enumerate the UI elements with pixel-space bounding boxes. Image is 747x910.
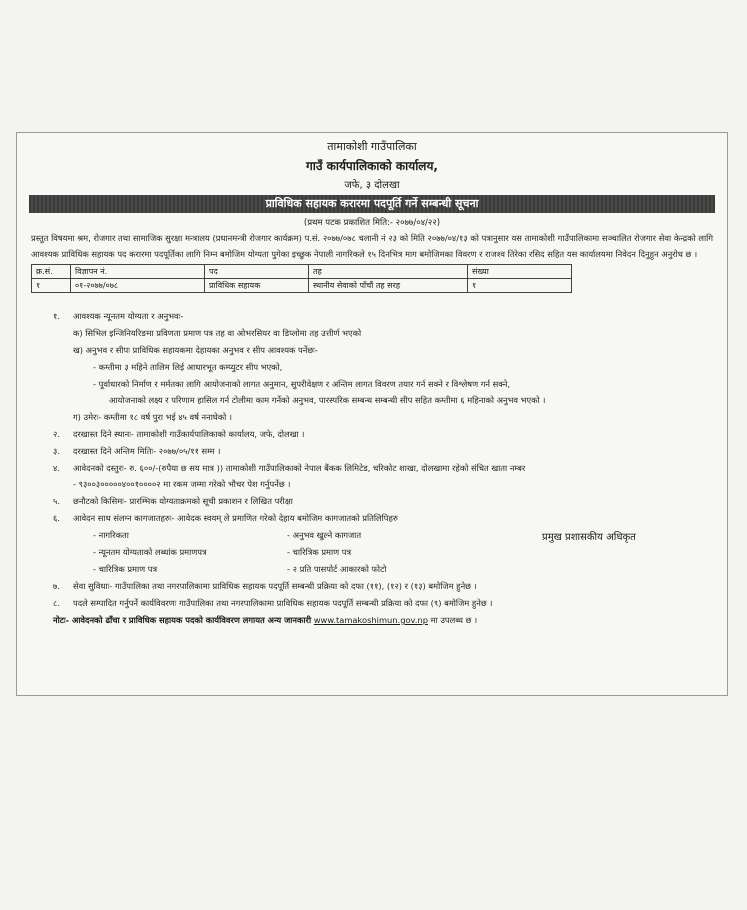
cell-post: प्राविधिक सहायक (205, 279, 309, 293)
item-number-5: ५. (53, 496, 60, 506)
qualification-b2: - पूर्वाधारको निर्माण र मर्मतका लागि आयोजनाको लागत अनुमान, सुपरीवेक्षण र अन्तिम लागत विवरण तयार गर्न सक्ने र विश्लेषण गर्न सक्ने, (93, 379, 511, 389)
item-number-8: ८. (53, 598, 60, 608)
item-number-7: ७. (53, 581, 60, 591)
application-place: दरखास्त दिने स्थानः- तामाकोशी गाउँकार्यपालिकाको कार्यालय, जफे, दोलखा । (73, 429, 305, 439)
qualification-title: आवश्यक न्यूनतम योग्यता र अनुभवः- (73, 311, 184, 321)
note-end: मा उपलब्ध छ । (430, 615, 478, 625)
documents-title: आवेदन साथ संलग्न कागजातहरुः- आवेदक स्वयम् ले प्रमाणित गरेको देहाय बमोजिम कागजातको प्रतिलिपिहरु (73, 513, 398, 523)
qualification-a: क) सिभिल इन्जिनियरिङमा प्रविणता प्रमाण पत्र तह वा ओभरसियर वा डिप्लोमा तह उत्तीर्ण भएको (73, 328, 362, 338)
footer-note (53, 615, 477, 626)
cell-count: १ (468, 279, 572, 293)
notice-sheet (16, 132, 728, 696)
selection-method: छनौटको किसिमः- प्रारम्भिक योग्यताक्रमको सूची प्रकाशन र लिखित परीक्षा (73, 496, 293, 506)
qualification-b: ख) अनुभव र सीपः प्राविधिक सहायकमा देहायका अनुभव र सीप आवश्यक पर्नेछः- (73, 345, 318, 355)
publish-date: (प्रथम पटक प्रकाशित मिति:- २०७७/०४/२२) (303, 218, 441, 228)
signatory-title: प्रमुख प्रशासकीय अधिकृत (542, 532, 636, 543)
website-link[interactable]: www.tamakoshimun.gov.np (313, 615, 428, 625)
service-facility: सेवा सुविधाः- गाउँपालिका तथा नगरपालिकामा प्राविधिक सहायक पदपूर्ति सम्बन्धी प्रक्रिया को दफा (११), (१२) र (१३) बमोजिम हुनेछ । (73, 581, 477, 591)
qualification-c: ग) उमेरः- कम्तीमा १८ वर्ष पुरा भई ४५ वर्ष ननाघेको । (73, 412, 233, 422)
item-number-4: ४. (53, 463, 60, 473)
note-text: नोटः- आवेदनको ढाँचा र प्राविधिक सहायक पदको कार्यविवरण लगायत अन्य जानकारी (53, 615, 312, 625)
document-character-cert: - चारित्रिक प्रमाण पत्र (287, 547, 352, 557)
table-row (32, 279, 572, 293)
notice-header (17, 139, 727, 191)
office-name: गाउँ कार्यपालिकाको कार्यालय, (306, 159, 438, 173)
cell-ad-number: ०१-२०७७/०७८ (71, 279, 205, 293)
municipality-name: तामाकोशी गाउँपालिका (327, 140, 417, 153)
vacancy-table (31, 264, 572, 293)
document-experience: - अनुभव खुल्ने कागजात (287, 530, 362, 540)
notice-title-banner: प्राविधिक सहायक करारमा पदपूर्ति गर्ने सम्बन्धी सूचना (29, 195, 715, 213)
document-photos: - २ प्रति पासपोर्ट आकारको फोटो (287, 564, 387, 574)
item-number-3: ३. (53, 446, 60, 456)
cell-serial: १ (32, 279, 71, 293)
col-ad-number: विज्ञापन नं. (71, 265, 205, 279)
col-serial: क्र.सं. (32, 265, 71, 279)
col-count: संख्या (468, 265, 572, 279)
item-number-2: २. (53, 429, 60, 439)
application-deadline: दरखास्त दिने अन्तिम मितिः- २०७७/०५/११ सम्म । (73, 446, 221, 456)
office-address: जफे, ३ दोलखा (344, 180, 400, 191)
application-fee-line1: आवेदनको दस्तुरः- रु. ६००/-(रुपैया छ सय मात्र )) तामाकोशी गाउँपालिकाको नेपाल बैंकक लिमिटेड, चरिकोट शाखा, दोलखामा रहेको संचित खाता नम्बर (73, 463, 526, 473)
document-transcript: - न्यूनतम योग्यताको लब्धांक प्रमाणपत्र (93, 547, 207, 557)
item-number-1: १. (53, 311, 60, 321)
table-header-row (32, 265, 572, 279)
qualification-b3: आयोजनाको लक्ष्य र परिणाम हासिल गर्न टोलीमा काम गर्नेको अनुभव, पारस्परिक सम्बन्ध सम्बन्धी सीप सहित कम्तीमा ६ महिनाको अनुभव भएको । (109, 395, 546, 405)
item-number-6: ६. (53, 513, 60, 523)
qualification-b1: - कम्तीमा ३ महिने तालिम लिई आधारभूत कम्प्युटर सीप भएको, (93, 362, 283, 372)
intro-paragraph: प्रस्तुत विषयमा श्रम, रोजगार तथा सामाजिक सुरक्षा मन्त्रालय (प्रधानमन्त्री रोजगार कार्यक्रम) प.सं. २०७७/०७८ चलानी नं २३ को मिति २०७७/०४/१३ को पत्रानुसार यस तामाकोशी गाउँपालिकामा सञ्चालित रोजगार सेवा केन्द्रको लागि आवश्यक प्राविधिक सहायक पद करारमा पदपूर्तिका लागि निम्न बमोजिम योग्यता पुगेका इच्छुक नेपाली नागरिकले १५ दिनभित्र माग बमोजिमका विवरण र राजश्व तिरेका रसिद सहित यस कार्यालयमा निवेदन दिनुहुन अनुरोध छ । (31, 233, 713, 259)
document-citizenship: - नागरिकता (93, 530, 129, 540)
col-level: तह (309, 265, 468, 279)
job-description: पदले सम्पादित गर्नुपर्ने कार्यविवरणः गाउँपालिका तथा नगरपालिकामा प्राविधिक सहायक पदपूर्ति सम्बन्धी प्रक्रिया को दफा (९) बमोजिम हुनेछ । (73, 598, 493, 608)
col-post: पद (205, 265, 309, 279)
document-character-cert-2: - चारित्रिक प्रमाण पत्र (93, 564, 158, 574)
cell-level: स्थानीय सेवाको पाँचौं तह सरह (309, 279, 468, 293)
application-fee-line2: - ९३००३०००००४००१००००२ मा रकम जम्मा गरेको भौचर पेश गर्नुपर्नेछ । (73, 479, 291, 489)
